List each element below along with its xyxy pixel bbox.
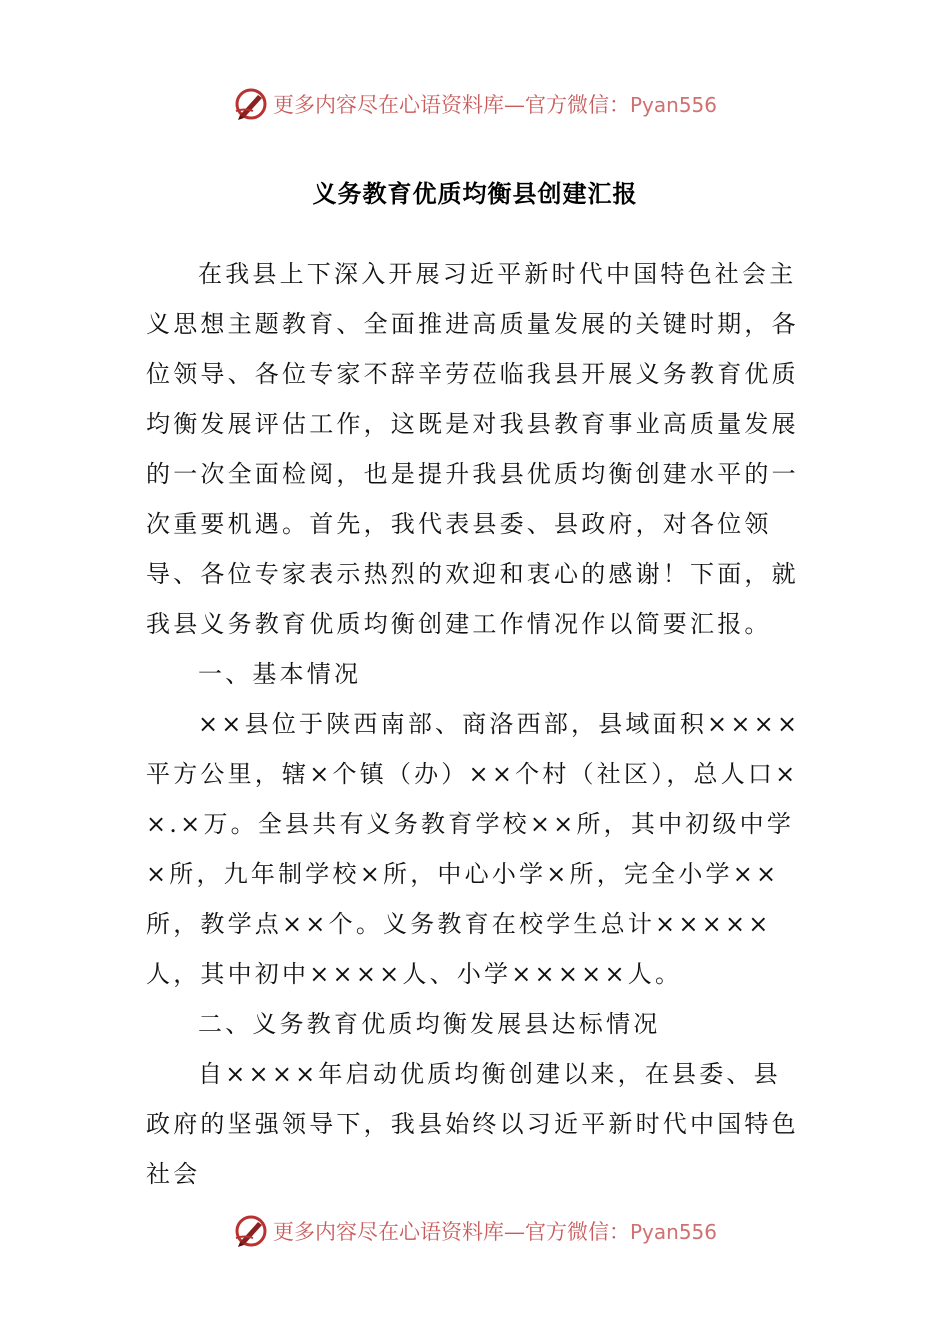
document-title: 义务教育优质均衡县创建汇报 bbox=[312, 180, 638, 208]
pen-logo-icon bbox=[233, 1213, 269, 1249]
header-banner bbox=[0, 84, 950, 124]
paragraph-intro: 在我县上下深入开展习近平新时代中国特色社会主义思想主题教育、全面推进高质量发展的关键时期，各位领导、各位专家不辞辛劳莅临我县开展义务教育优质均衡发展评估工作，这既是对我县教育事业高质量发展的一次全面检阅，也是提升我县优质均衡创建水平的一次重要机遇。首先，我代表县委、县政府，对各位领导、各位专家表示热烈的欢迎和衷心的感谢！下面，就我县义务教育优质均衡创建工作情况作以简要汇报。 bbox=[146, 260, 799, 638]
document-body bbox=[146, 249, 806, 1199]
pen-logo-icon bbox=[233, 86, 269, 122]
section-heading-standards: 二、义务教育优质均衡发展县达标情况 bbox=[198, 1010, 661, 1038]
paragraph-standards: 自××××年启动优质均衡创建以来，在县委、县政府的坚强领导下，我县始终以习近平新时代中国特色社会 bbox=[146, 1060, 799, 1188]
footer-banner bbox=[0, 1211, 950, 1251]
banner-text: 更多内容尽在心语资料库—官方微信：Pyan556 bbox=[272, 93, 717, 117]
wechat-id: Pyan556 bbox=[629, 1220, 717, 1244]
paragraph-basic-info: ××县位于陕西南部、商洛西部，县域面积××××平方公里，辖×个镇（办）××个村（社区），总人口××.×万。全县共有义务教育学校××所，其中初级中学×所，九年制学校×所，中心小学×所，完全小学××所，教学点××个。义务教育在校学生总计×××××人，其中初中××××人、小学×××××人。 bbox=[146, 710, 801, 988]
banner-text: 更多内容尽在心语资料库—官方微信：Pyan556 bbox=[272, 1220, 717, 1244]
section-heading-basic: 一、基本情况 bbox=[198, 660, 362, 688]
wechat-id: Pyan556 bbox=[629, 93, 717, 117]
